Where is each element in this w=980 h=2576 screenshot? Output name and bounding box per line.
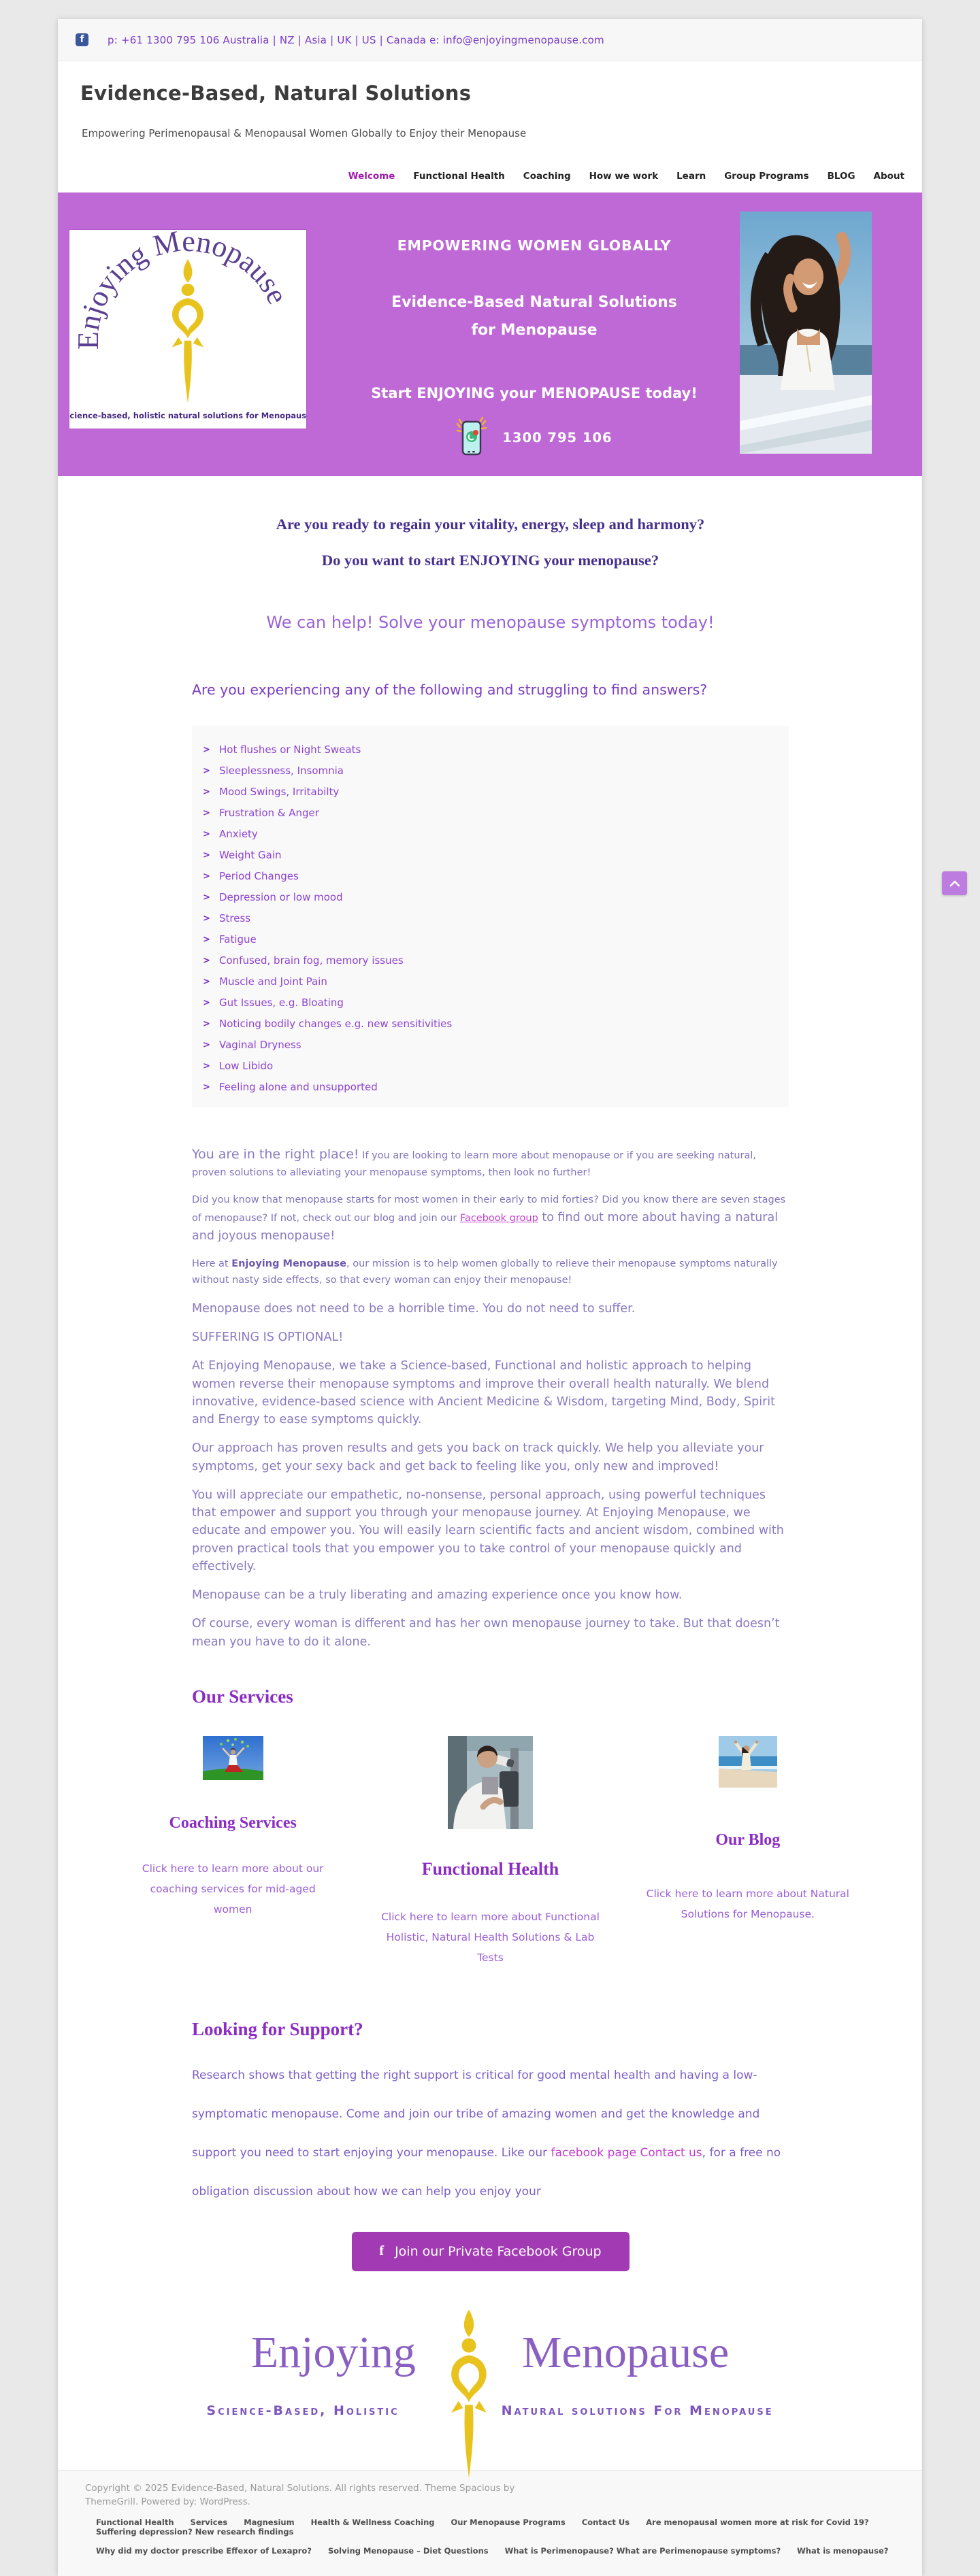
footer-bar [58,2470,922,2576]
footer-link[interactable]: Solving Menopause – Diet Questions [327,2546,489,2556]
symptom-item [203,1035,775,1056]
symptom-item [203,845,775,866]
paragraph-text: Here at [192,1258,232,1270]
support-text: , for a free no obligation discussion about how we can help you enjoy your [192,2145,781,2198]
hero-banner [58,193,922,476]
symptom-label: Period Changes [219,870,299,882]
phone-icon [456,416,487,458]
coaching-link-text[interactable]: Click here to learn more about our coaching services for mid-aged women [142,1862,324,1916]
main-nav [348,171,904,182]
symptom-item [203,1056,775,1077]
footer-logo-word-menopause: Menopause [521,2327,730,2377]
chevron-right-icon: > [203,745,210,755]
join-facebook-group-label: Join our Private Facebook Group [395,2243,602,2259]
gold-woman-figure [172,259,203,403]
paragraph-liberating: Menopause can be a truly liberating and amazing experience once you know how. [192,1588,683,1603]
symptom-item [203,950,775,971]
support-heading: Looking for Support? [192,2018,363,2039]
symptom-label: Muscle and Joint Pain [219,975,327,988]
page-card [58,19,922,2576]
chevron-right-icon: > [203,1061,210,1071]
hero-phone-number: 1300 795 106 [502,429,612,446]
facebook-icon: f [379,2243,385,2259]
facebook-page-contact-link[interactable]: facebook page Contact us [551,2145,702,2160]
chevron-right-icon: > [203,766,210,776]
svg-text:Enjoying Menopause: Enjoying Menopause [71,229,295,350]
footer-logo-tagline-right: Natural solutions For Menopause [501,2403,774,2418]
chevron-right-icon: > [203,787,210,797]
chevron-right-icon: > [203,998,210,1008]
chevron-right-icon: > [203,1019,210,1029]
paragraph-lead: You are in the right place! [192,1147,359,1162]
support-paragraph [192,2056,789,2211]
symptom-list-box [192,726,789,1107]
symptom-item [203,992,775,1014]
footer-logo-tagline-left: Science-Based, Holistic [206,2403,399,2418]
chevron-right-icon: > [203,850,210,860]
symptom-label: Frustration & Anger [219,807,319,819]
paragraph-results: Our approach has proven results and gets you back on track quickly. We help you alleviate your symptoms, get your sexy back and get back to feeling like you, only new and improved! [192,1441,764,1473]
paragraph-mission [192,1256,789,1289]
symptom-item [203,1014,775,1035]
services-grid [120,1736,861,1969]
service-coaching [120,1736,346,1969]
question-heading-2: Do you want to start ENJOYING your menopause? [321,552,659,569]
symptom-item [203,803,775,824]
symptom-label: Hot flushes or Night Sweats [219,743,361,756]
copyright-text: Copyright © 2025 Evidence-Based, Natural Solutions. All rights reserved. Theme Spacious by ThemeGrill. Powered by: WordPress. [85,2482,515,2508]
footer-link[interactable]: Functional Health [96,2518,174,2528]
symptom-item [203,929,775,950]
symptom-label: Depression or low mood [219,891,343,903]
symptom-item [203,824,775,845]
experiencing-heading: Are you experiencing any of the following and struggling to find answers? [192,682,708,698]
chevron-right-icon: > [203,1082,210,1092]
symptom-item [203,908,775,929]
footer-link[interactable]: What is Perimenopause? What are Perimenopause symptoms? [504,2546,781,2556]
intro-paragraphs [192,1144,789,1651]
nav-welcome[interactable]: Welcome [348,171,395,182]
symptom-label: Low Libido [219,1060,274,1072]
main-content [58,476,922,2271]
footer-menu-row2 [96,2546,895,2556]
question-heading-1: Are you ready to regain your vitality, energy, sleep and harmony? [276,516,705,533]
brand-name-bold: Enjoying Menopause [231,1258,347,1270]
help-heading: We can help! Solve your menopause symptoms today! [266,613,715,632]
topbar-contact-text: p: +61 1300 795 106 Australia | NZ | Asia | UK | US | Canada e: info@enjoyingmenopause.com [108,33,604,46]
symptom-list [203,739,775,1098]
nav-functional-health[interactable]: Functional Health [413,171,505,182]
footer-link[interactable]: Contact Us [581,2518,630,2528]
symptom-item [203,887,775,908]
hero-logo [69,229,307,429]
hero-heading-1: EMPOWERING WOMEN GLOBALLY [397,237,672,254]
paragraph-own-journey: Of course, every woman is different and has her own menopause journey to take. But that doesn’t mean you have to do it alone. [192,1617,780,1649]
site-title[interactable]: Evidence-Based, Natural Solutions [80,82,472,105]
hero-heading-3: Start ENJOYING your MENOPAUSE today! [371,385,698,402]
site-header [58,61,922,193]
footer-link[interactable]: Suffering depression? New research findings [96,2527,294,2537]
footer-link[interactable]: Services [190,2518,228,2528]
symptom-label: Weight Gain [219,849,282,861]
facebook-group-link[interactable]: Facebook group [459,1213,538,1224]
footer-logo [58,2282,922,2458]
chevron-right-icon: > [203,977,210,987]
hero-heading-2: Evidence-Based Natural Solutions for Menopause [391,294,677,339]
chevron-right-icon: > [203,871,210,882]
chevron-right-icon: > [203,956,210,966]
symptom-label: Sleeplessness, Insomnia [219,765,344,777]
coaching-title[interactable]: Coaching Services [169,1813,297,1832]
symptom-item [203,782,775,803]
paragraph-text: Did you know that menopause starts for most women in their early to mid forties? Did you know there are seven stages of menopause? If not, check out our blog and join our [192,1194,786,1224]
chevron-right-icon: > [203,1040,210,1050]
blog-title[interactable]: Our Blog [715,1830,781,1849]
enjoying-menopause-logo [69,229,307,429]
topbar [58,19,922,61]
symptom-item [203,739,775,760]
symptom-label: Vaginal Dryness [219,1039,301,1051]
symptom-label: Anxiety [219,828,258,840]
paragraph-text: to find out more about having a natural and joyous menopause! [192,1211,779,1243]
paragraph-approach: At Enjoying Menopause, we take a Science-based, Functional and holistic approach to helping women reverse their menopause symptoms and improve their overall health naturally. We blend innovative, evidence-based science with Ancient Medicine & Wisdom, targeting Mind, Body, Spirit and Energy to ease symptoms quickly. [192,1359,776,1427]
join-facebook-group-button[interactable] [352,2232,630,2271]
chevron-right-icon: > [203,829,210,839]
nav-about[interactable]: About [873,171,904,182]
paragraph-no-suffer: Menopause does not need to be a horrible time. You do not need to suffer. [192,1301,636,1316]
symptom-label: Confused, brain fog, memory issues [219,954,404,967]
hero-text-block [327,237,742,458]
chevron-right-icon: > [203,935,210,945]
nav-group-programs[interactable]: Group Programs [724,171,809,182]
nav-how-we-work[interactable]: How we work [589,171,659,182]
gold-woman-figure [436,2309,502,2479]
paragraph-did-you-know [192,1192,789,1245]
symptom-label: Mood Swings, Irritabilty [219,786,340,798]
back-to-top-button[interactable] [942,871,967,895]
footer-link[interactable]: Why did my doctor prescribe Effexor of Lexapro? [96,2546,312,2556]
service-functional-health [377,1736,603,1969]
functional-health-link-text[interactable]: Click here to learn more about Functional Holistic, Natural Health Solutions & Lab Tests [381,1910,600,1964]
symptom-item [203,760,775,782]
paragraph-text: , our mission is to help women globally to relieve their menopause symptoms naturally without nasty side effects, so that every woman can enjoy their menopause! [192,1258,778,1286]
symptom-label: Fatigue [219,933,257,946]
hero-photo-woman-boat [740,212,872,454]
symptom-item [203,971,775,992]
support-text: Research shows that getting the right support is critical for good mental health and having a low-symptomatic menopause. Come and join our tribe of amazing women and get the knowledge and support you need to start enjoying your menopause. Like our [192,2068,760,2160]
service-blog [635,1736,861,1969]
footer-link[interactable]: Are menopausal women more at risk for Covid 19? [646,2518,869,2528]
blog-photo[interactable] [719,1736,777,1790]
symptom-label: Feeling alone and unsupported [219,1081,378,1093]
chevron-right-icon: > [203,914,210,924]
blog-link-text[interactable]: Click here to learn more about Natural Solutions for Menopause. [646,1887,849,1921]
footer-logo-word-enjoying: Enjoying [250,2327,416,2377]
symptom-item [203,1077,775,1098]
paragraph-suffering-optional: SUFFERING IS OPTIONAL! [192,1331,344,1345]
symptom-item [203,866,775,887]
nav-coaching[interactable]: Coaching [523,171,571,182]
symptom-label: Gut Issues, e.g. Bloating [219,997,344,1009]
footer-link[interactable]: What is menopause? [797,2546,889,2556]
symptom-label: Noticing bodily changes e.g. new sensitivities [219,1018,453,1030]
facebook-icon[interactable]: f [76,33,88,46]
chevron-right-icon: > [203,808,210,818]
chevron-right-icon: > [203,892,210,903]
paragraph-rest: If you are looking to learn more about menopause or if you are seeking natural, proven solutions to alleviating your menopause symptoms, then look no further! [192,1150,757,1179]
footer-link[interactable]: Health & Wellness Coaching [310,2518,435,2528]
functional-health-title[interactable]: Functional Health [421,1858,559,1879]
logo-tagline: Science-based, holistic natural solutions for Menopause [69,411,307,420]
footer-menu-row1 [96,2518,895,2537]
site-tagline: Empowering Perimenopausal & Menopausal Women Globally to Enjoy their Menopause [82,127,527,139]
services-heading: Our Services [192,1686,293,1707]
coaching-photo[interactable] [203,1736,263,1783]
paragraph-right-place [192,1144,789,1182]
paragraph-empathetic: You will appreciate our empathetic, no-nonsense, personal approach, using powerful techniques that empower and support you through your menopause journey. At Enjoying Menopause, we educate and empower you. You will easily learn scientific facts and ancient wisdom, combined with proven practical tools that you empower you to take control of your menopause quickly and effectively. [192,1488,784,1573]
symptom-label: Stress [219,912,251,924]
footer-link[interactable]: Our Menopause Programs [451,2518,566,2528]
footer-link[interactable]: Magnesium [244,2518,295,2528]
chevron-up-icon [949,880,960,887]
functional-health-photo[interactable] [448,1736,533,1832]
nav-blog[interactable]: BLOG [827,171,855,182]
nav-learn[interactable]: Learn [676,171,706,182]
